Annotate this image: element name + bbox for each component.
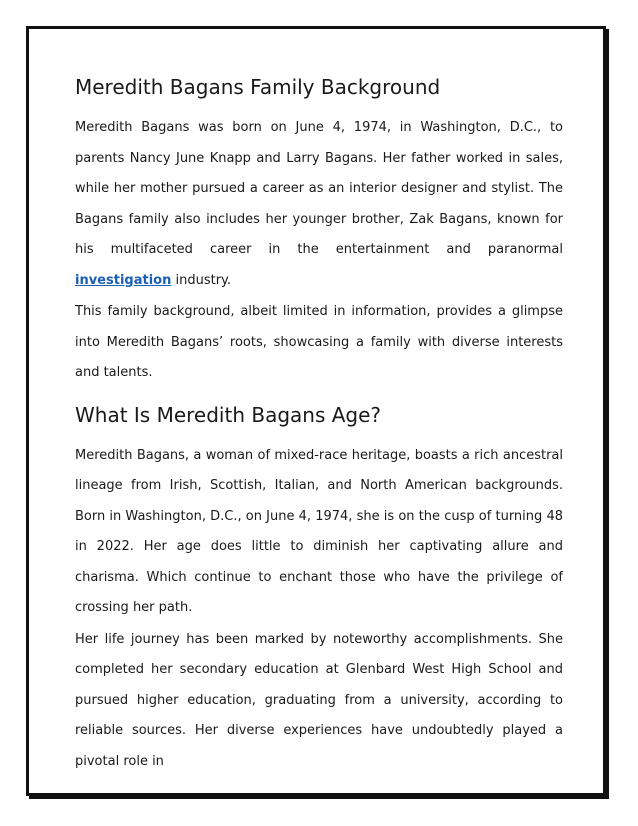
investigation-link[interactable]: investigation xyxy=(75,272,172,288)
family-paragraph-1-tail: industry. xyxy=(171,272,232,288)
family-paragraph-1 xyxy=(75,113,563,296)
document-body xyxy=(75,72,563,777)
family-paragraph-2: This family background, albeit limited in information, provides a glimpse into Meredith Bagans’ roots, showcasing a family with diverse interests and talents. xyxy=(75,304,563,380)
age-paragraph-2: Her life journey has been marked by noteworthy accomplishments. She completed her secondary education at Glenbard West High School and pursued higher education, graduating from a university, according to reliable sources. Her diverse experiences have undoubtedly played a pivotal role in xyxy=(75,631,563,769)
age-paragraph-1: Meredith Bagans, a woman of mixed-race heritage, boasts a rich ancestral lineage from Irish, Scottish, Italian, and North American backgrounds. Born in Washington, D.C., on June 4, 1974, she is on the cusp of turning 48 in 2022. Her age does little to diminish her captivating allure and charisma. Which continue to enchant those who have the privilege of crossing her path. xyxy=(75,447,563,615)
family-paragraph-1-text: Meredith Bagans was born on June 4, 1974, in Washington, D.C., to parents Nancy June Knapp and Larry Bagans. Her father worked in sales, while her mother pursued a career as an interior designer and stylist. The Bagans family also includes her younger brother, Zak Bagans, known for his multifaceted career in the entertainment and paranormal xyxy=(75,120,563,257)
section-heading-age: What Is Meredith Bagans Age? xyxy=(75,402,382,427)
section-heading-family: Meredith Bagans Family Background xyxy=(75,75,441,99)
